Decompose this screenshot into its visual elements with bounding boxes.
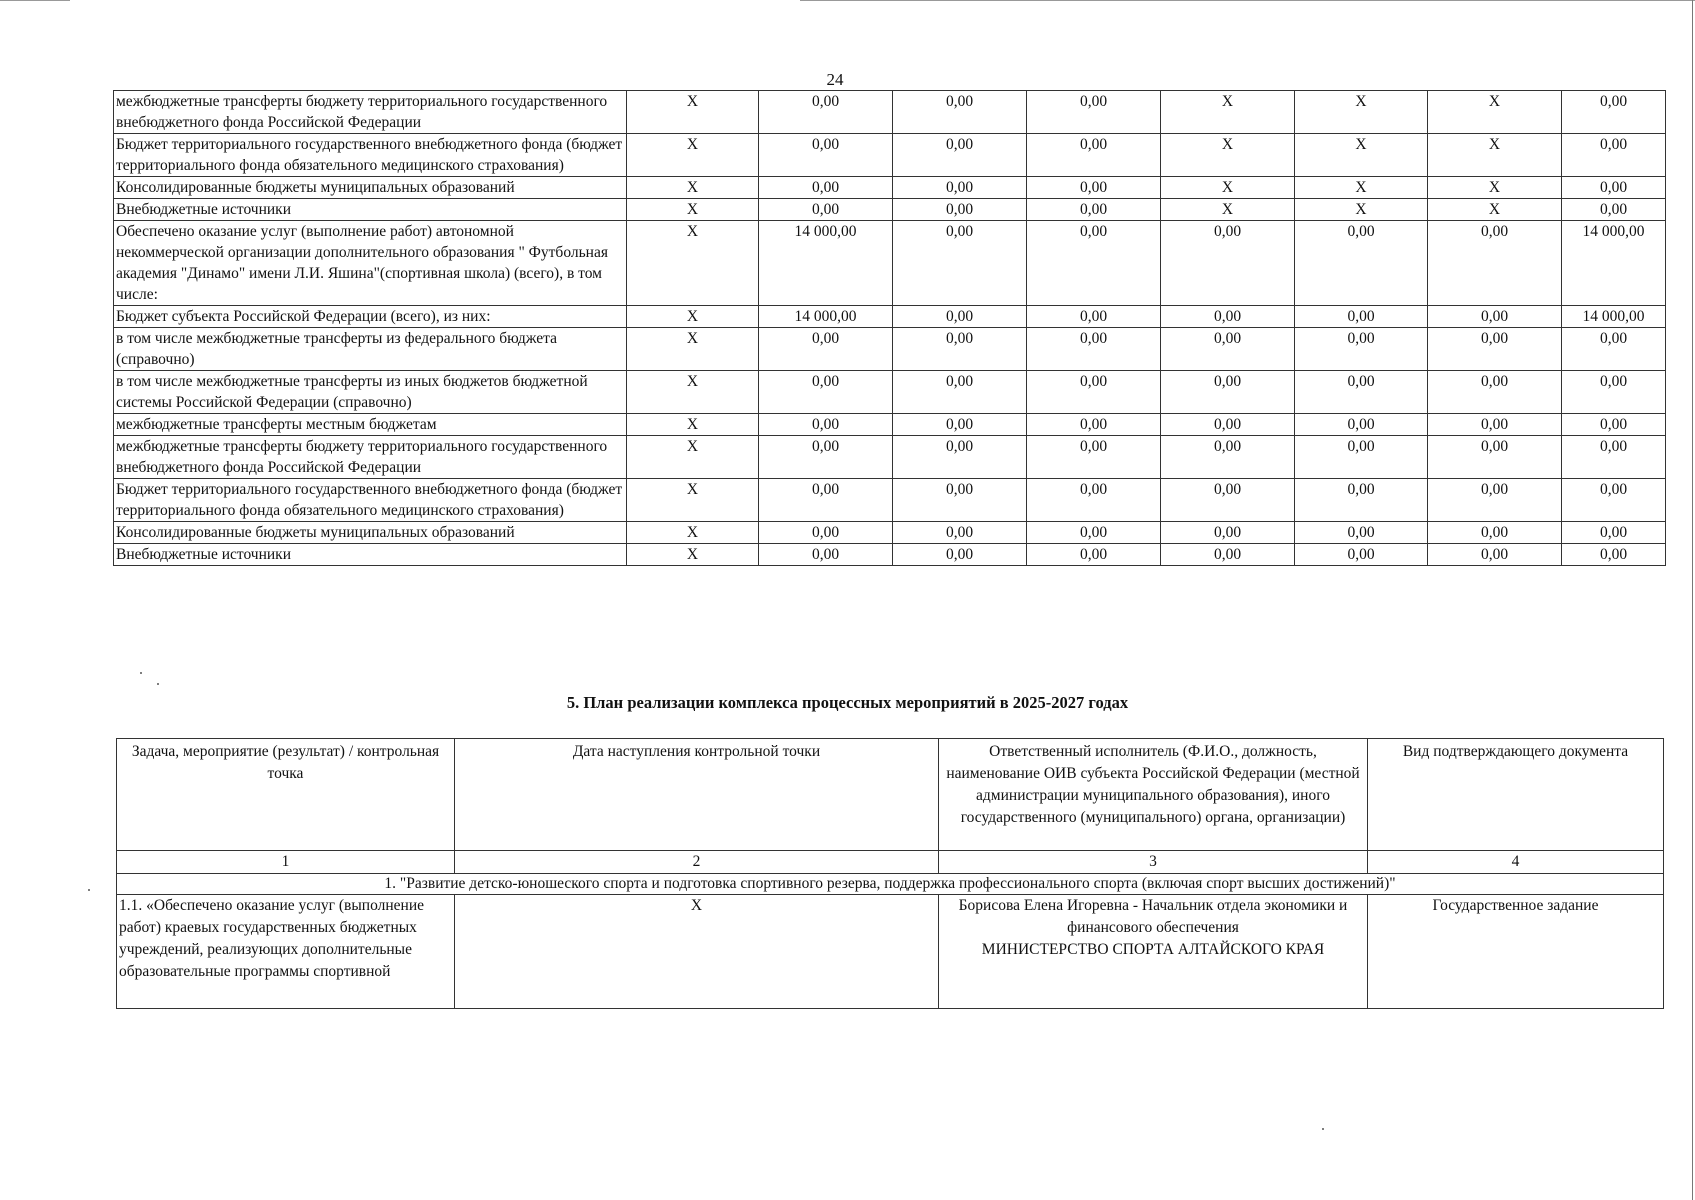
row-value: 0,00 [1562,177,1666,199]
row-label: в том числе межбюджетные трансферты из иных бюджетов бюджетной системы Российской Федерации (справочно) [114,371,627,414]
row-value: 14 000,00 [1562,221,1666,306]
row-label: Внебюджетные источники [114,199,627,221]
row-value: 0,00 [1161,522,1295,544]
row-value: X [1428,134,1562,177]
finance-row [114,544,1666,566]
column-number: 1 [117,851,455,874]
row-value: 0,00 [1295,371,1428,414]
row-value: 0,00 [1562,544,1666,566]
row-value: X [1295,91,1428,134]
row-value: 0,00 [1027,328,1161,371]
row-value: 0,00 [1027,221,1161,306]
finance-row [114,177,1666,199]
row-value: X [1428,177,1562,199]
finance-row [114,479,1666,522]
finance-row [114,134,1666,177]
row-value: 0,00 [893,436,1027,479]
row-value: X [1295,134,1428,177]
row-value: 0,00 [1161,328,1295,371]
row-value: X [627,91,759,134]
row-value: 0,00 [893,91,1027,134]
row-label: Консолидированные бюджеты муниципальных образований [114,522,627,544]
row-value: 0,00 [1027,414,1161,436]
row-value: 0,00 [1562,436,1666,479]
column-number: 3 [939,851,1368,874]
row-value: X [627,306,759,328]
header-task: Задача, мероприятие (результат) / контрольная точка [117,739,455,851]
section-title: 5. План реализации комплекса процессных мероприятий в 2025-2027 годах [566,693,1129,712]
row-value: 0,00 [893,544,1027,566]
row-value: 0,00 [1428,479,1562,522]
row-value: 0,00 [893,522,1027,544]
finance-row [114,436,1666,479]
row-value: 0,00 [1562,328,1666,371]
row-value: X [627,177,759,199]
row-value: 0,00 [1027,479,1161,522]
row-value: 0,00 [1161,371,1295,414]
row-value: X [1295,177,1428,199]
row-value: 0,00 [759,328,893,371]
column-number: 2 [455,851,939,874]
column-number: 4 [1368,851,1664,874]
finance-row [114,371,1666,414]
row-value: 0,00 [1027,177,1161,199]
page-number: 24 [826,70,844,89]
scan-speck [157,683,159,685]
row-value: 0,00 [1161,221,1295,306]
item-description: 1.1. «Обеспечено оказание услуг (выполнение работ) краевых государственных бюджетных учреждений, реализующих дополнительные образовательные программы спортивной [117,895,455,1009]
row-value: 0,00 [1428,328,1562,371]
row-label: межбюджетные трансферты бюджету территориального государственного внебюджетного фонда Российской Федерации [114,436,627,479]
row-value: 0,00 [1027,306,1161,328]
row-label: Бюджет территориального государственного внебюджетного фонда (бюджет территориального фонда обязательного медицинского страхования) [114,134,627,177]
finance-row [114,328,1666,371]
row-label: Обеспечено оказание услуг (выполнение работ) автономной некоммерческой организации дополнительного образования " Футбольная академия "Динамо" имени Л.И. Яшина"(спортивная школа) (всего), в том числе: [114,221,627,306]
row-value: 0,00 [1428,414,1562,436]
row-value: 0,00 [893,306,1027,328]
row-value: X [1161,199,1295,221]
row-value: X [627,436,759,479]
row-value: 0,00 [1161,414,1295,436]
row-value: 0,00 [759,436,893,479]
header-date: Дата наступления контрольной точки [455,739,939,851]
row-value: 0,00 [1562,479,1666,522]
row-value: X [1428,199,1562,221]
row-value: X [1161,91,1295,134]
scan-speck [140,672,142,674]
row-value: 0,00 [1161,436,1295,479]
item-responsible [939,895,1368,1009]
header-responsible: Ответственный исполнитель (Ф.И.О., должность, наименование ОИВ субъекта Российской Федерации (местной администрации муниципального образования), иного государственного (муниципального) органа, организации) [939,739,1368,851]
row-value: 0,00 [1562,134,1666,177]
row-value: 0,00 [1428,221,1562,306]
row-value: X [1428,91,1562,134]
row-value: 14 000,00 [759,221,893,306]
row-value: 0,00 [1027,199,1161,221]
row-value: X [627,221,759,306]
row-value: X [627,414,759,436]
plan-item-row [117,895,1664,1009]
row-value: 0,00 [1295,306,1428,328]
row-value: 0,00 [1027,134,1161,177]
row-value: 0,00 [1295,479,1428,522]
row-value: 0,00 [1295,522,1428,544]
row-value: 0,00 [893,199,1027,221]
row-value: 0,00 [893,134,1027,177]
task-row [117,874,1664,895]
responsible-organization: МИНИСТЕРСТВО СПОРТА АЛТАЙСКОГО КРАЯ [981,941,1325,958]
row-value: 0,00 [893,479,1027,522]
row-value: 0,00 [1562,199,1666,221]
finance-row [114,199,1666,221]
row-value: 0,00 [1562,414,1666,436]
row-value: 0,00 [759,414,893,436]
row-label: межбюджетные трансферты бюджету территориального государственного внебюджетного фонда Российской Федерации [114,91,627,134]
scan-edge-vertical [1692,0,1693,1200]
row-value: X [627,544,759,566]
row-value: 0,00 [1295,221,1428,306]
row-value: 0,00 [1428,436,1562,479]
row-value: X [627,134,759,177]
finance-table-body [114,91,1666,566]
row-value: 0,00 [759,522,893,544]
finance-row [114,91,1666,134]
scan-edge-right [800,0,1695,1]
row-value: 0,00 [893,221,1027,306]
finance-row [114,306,1666,328]
row-value: X [627,371,759,414]
row-value: 0,00 [1027,91,1161,134]
finance-row [114,522,1666,544]
row-label: в том числе межбюджетные трансферты из федерального бюджета (справочно) [114,328,627,371]
row-value: 0,00 [1027,436,1161,479]
row-value: 14 000,00 [1562,306,1666,328]
item-date: X [455,895,939,1009]
row-label: Бюджет субъекта Российской Федерации (всего), из них: [114,306,627,328]
row-value: X [627,479,759,522]
row-value: 0,00 [1295,328,1428,371]
row-value: X [627,199,759,221]
item-document-type: Государственное задание [1368,895,1664,1009]
row-value: 0,00 [1027,522,1161,544]
row-value: 0,00 [759,544,893,566]
row-label: Консолидированные бюджеты муниципальных образований [114,177,627,199]
row-value: X [627,522,759,544]
task-title: 1. "Развитие детско-юношеского спорта и подготовка спортивного резерва, поддержка профессионального спорта (включая спорт высших достижений)" [117,874,1664,895]
row-value: 14 000,00 [759,306,893,328]
row-value: 0,00 [1428,306,1562,328]
row-value: 0,00 [759,177,893,199]
column-number-row [117,851,1664,874]
row-value: 0,00 [893,328,1027,371]
finance-row [114,221,1666,306]
responsible-person: Борисова Елена Игоревна - Начальник отдела экономики и финансового обеспечения [958,897,1348,936]
scan-speck [88,889,90,891]
row-label: Внебюджетные источники [114,544,627,566]
row-value: X [1161,134,1295,177]
scan-edge-left [0,0,70,1]
row-value: X [1295,199,1428,221]
finance-table [113,90,1666,566]
row-value: 0,00 [759,371,893,414]
row-value: 0,00 [1562,522,1666,544]
row-value: 0,00 [1161,306,1295,328]
row-value: 0,00 [759,479,893,522]
row-value: 0,00 [1295,544,1428,566]
row-value: 0,00 [1295,414,1428,436]
row-value: 0,00 [759,134,893,177]
plan-table [116,738,1664,1009]
row-value: 0,00 [893,371,1027,414]
row-value: 0,00 [1562,91,1666,134]
header-document-type: Вид подтверждающего документа [1368,739,1664,851]
row-value: 0,00 [893,177,1027,199]
row-value: 0,00 [1562,371,1666,414]
plan-header-row [117,739,1664,851]
row-value: 0,00 [1428,544,1562,566]
row-value: X [627,328,759,371]
row-value: 0,00 [1027,371,1161,414]
row-value: 0,00 [759,199,893,221]
row-value: 0,00 [1161,479,1295,522]
finance-row [114,414,1666,436]
row-label: межбюджетные трансферты местным бюджетам [114,414,627,436]
row-value: X [1161,177,1295,199]
row-value: 0,00 [759,91,893,134]
row-value: 0,00 [1428,371,1562,414]
row-value: 0,00 [1295,436,1428,479]
row-label: Бюджет территориального государственного внебюджетного фонда (бюджет территориального фонда обязательного медицинского страхования) [114,479,627,522]
row-value: 0,00 [893,414,1027,436]
row-value: 0,00 [1027,544,1161,566]
scan-speck [1322,1128,1324,1130]
row-value: 0,00 [1161,544,1295,566]
row-value: 0,00 [1428,522,1562,544]
